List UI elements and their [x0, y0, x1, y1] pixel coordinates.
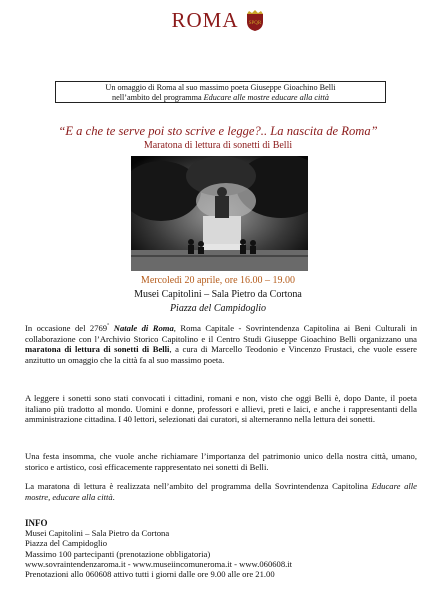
p1-text-d: , a cura di Marcello Teodonio e Vincenzo Frustaci, che vuole essere anzitutto un omaggio che la città fa al suo massimo poeta.: [25, 344, 417, 365]
p4-program: Educare alle mostre, educare alla città: [25, 481, 417, 502]
info-title: INFO: [25, 518, 48, 528]
p1-text-c: , Roma Capitale - Sovrintendenza Capitolina ai Beni Culturali in collaborazione con l’Archivio Storico Capitolino e il Centro Studi Giuseppe Gioachino Belli organizzano una: [25, 323, 418, 344]
roma-crest-icon: [245, 10, 265, 32]
intro-line-1: Un omaggio di Roma al suo massimo poeta Giuseppe Gioachino Belli: [105, 83, 336, 92]
p1-maratona: maratona di lettura di sonetti di Belli: [25, 344, 170, 355]
info-line: Musei Capitolini – Sala Pietro da Cortona: [25, 528, 170, 539]
p1-natale-di-roma: Natale di Roma: [113, 323, 174, 333]
intro-line-2-prefix: nell’ambito del programma: [112, 92, 204, 102]
roma-logo: [0, 8, 436, 33]
p1-sup: °: [107, 323, 110, 330]
svg-text:SPQR: SPQR: [248, 20, 261, 26]
p1-text-a: In occasione del 2769: [25, 323, 108, 333]
p4-text-a: La maratona di lettura è realizzata nell’ambito del programma della Sovrintendenza Capitolina: [25, 481, 372, 491]
logo-text: ROMA: [171, 8, 239, 32]
event-title: “E a che te serve poi sto scrive e legge?.. La nascita de Roma”: [58, 124, 378, 138]
info-line: Piazza del Campidoglio: [25, 538, 108, 549]
p4-text-b: .: [112, 491, 115, 502]
event-piazza: Piazza del Campidoglio: [169, 303, 267, 314]
event-venue: Musei Capitolini – Sala Pietro da Cortona: [134, 289, 302, 300]
belli-monument-photo: [131, 156, 308, 271]
intro-box: [55, 81, 386, 103]
paragraph-4: [25, 481, 417, 502]
paragraph-3: Una festa insomma, che vuole anche richiamare l’importanza del patrimonio unico della nostra città, umano, storico e artistico, così efficacemente rappresentato nei sonetti di Belli.: [25, 451, 417, 472]
intro-line-2-program: Educare alle mostre educare alla città: [203, 92, 329, 102]
paragraph-1: [25, 323, 417, 365]
event-subtitle: Maratona di lettura di sonetti di Belli: [143, 140, 293, 151]
info-line: Prenotazioni allo 060608 attivo tutti i giorni dalle ore 9.00 alle ore 21.00: [25, 569, 275, 580]
info-websites[interactable]: www.sovraintendenzaroma.it - www.museiincomuneroma.it - www.060608.it: [25, 558, 293, 569]
event-date: Mercoledì 20 aprile, ore 16.00 – 19.00: [140, 275, 296, 286]
intro-line-2: [56, 93, 385, 103]
paragraph-2: A leggere i sonetti sono stati convocati i cittadini, romani e non, visto che oggi Belli è, dopo Dante, il poeta italiano più tradotto al mondo. Uomini e donne, professori e allievi, preti e laici, e anche i rappresentanti della amministrazione cittadina. I 40 lettori, selezionati dai curatori, si alterneranno nella lettura dei sonetti.: [25, 393, 417, 425]
info-line: Massimo 100 partecipanti (prenotazione obbligatoria): [25, 548, 211, 559]
photo-graphic: [131, 156, 308, 271]
info-section: [25, 518, 417, 579]
